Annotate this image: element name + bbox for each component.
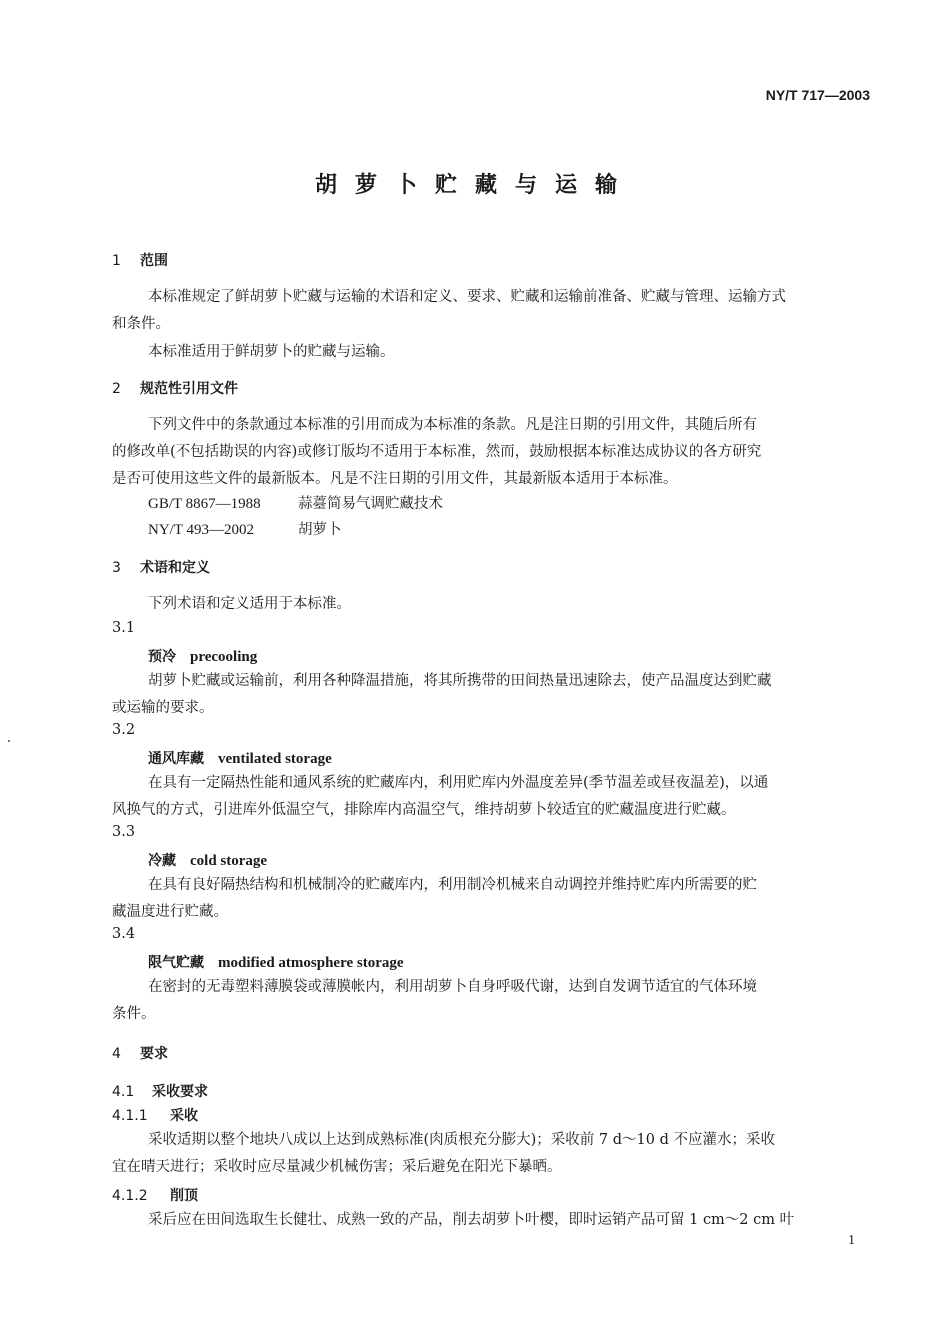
section-title: 术语和定义: [140, 560, 210, 576]
standard-code: NY/T 717—2003: [765, 87, 870, 103]
paragraph-line: 本标准规定了鲜胡萝卜贮藏与运输的术语和定义、要求、贮藏和运输前准备、贮藏与管理、运输方式: [148, 289, 786, 305]
clause-number: 3.4: [112, 926, 136, 942]
section-number: 4: [112, 1046, 121, 1062]
paragraph-line: 条件。: [112, 1006, 156, 1022]
document-title: 胡萝卜贮藏与运输: [314, 173, 635, 198]
page-number: 1: [848, 1233, 855, 1248]
paragraph-line: 或运输的要求。: [112, 700, 214, 716]
paragraph-line: 是否可使用这些文件的最新版本。凡是不注日期的引用文件，其最新版本适用于本标准。: [112, 471, 678, 487]
section-title: 规范性引用文件: [140, 381, 238, 397]
paragraph-line: 藏温度进行贮藏。: [112, 904, 228, 920]
paragraph-line: 下列文件中的条款通过本标准的引用而成为本标准的条款。凡是注日期的引用文件，其随后所有: [148, 417, 757, 433]
clause-number: 3.1: [112, 620, 136, 636]
subsection-heading: [112, 1185, 198, 1205]
paragraph-line: 胡萝卜贮藏或运输前，利用各种降温措施，将其所携带的田间热量迅速除去，使产品温度达到贮藏: [148, 673, 772, 689]
section-4-heading: [112, 1043, 168, 1063]
section-title: 范围: [140, 253, 168, 269]
term-zh: 限气贮藏: [148, 955, 204, 971]
term-heading: [148, 952, 404, 972]
term-zh: 预冷: [148, 649, 176, 665]
term-en: cold storage: [190, 853, 268, 869]
reference-item: [148, 516, 342, 544]
paragraph-line: 采收适期以整个地块八成以上达到成熟标准(肉质根充分膨大)；采收前 7 d～10 d 不应灌水；采收: [148, 1132, 775, 1148]
subsection-number: 4.1.2: [112, 1188, 148, 1204]
reference-title: 胡萝卜: [298, 522, 342, 538]
term-heading: [148, 850, 267, 870]
paragraph-line: 风换气的方式，引进库外低温空气，排除库内高温空气，维持胡萝卜较适宜的贮藏温度进行贮藏。: [112, 802, 736, 818]
term-zh: 冷藏: [148, 853, 176, 869]
reference-code: GB/T 8867—1988: [148, 496, 261, 512]
paragraph-line: 宜在晴天进行；采收时应尽量减少机械伤害；采后避免在阳光下暴晒。: [112, 1159, 562, 1175]
subsection-number: 4.1: [112, 1084, 135, 1100]
subsection-heading: [112, 1105, 198, 1125]
paragraph-line: 下列术语和定义适用于本标准。: [148, 596, 351, 612]
clause-number: 3.3: [112, 824, 136, 840]
section-2-heading: [112, 378, 238, 398]
subsection-title: 采收: [170, 1108, 198, 1124]
reference-item: [148, 490, 443, 518]
subsection-title: 采收要求: [152, 1084, 208, 1100]
paragraph-line: 在具有一定隔热性能和通风系统的贮藏库内，利用贮库内外温度差异(季节温差或昼夜温差)，以通: [148, 775, 769, 791]
subsection-title: 削顶: [170, 1188, 198, 1204]
subsection-number: 4.1.1: [112, 1108, 148, 1124]
section-number: 1: [112, 253, 121, 269]
section-title: 要求: [140, 1046, 168, 1062]
paragraph-line: 在具有良好隔热结构和机械制冷的贮藏库内，利用制冷机械来自动调控并维持贮库内所需要的贮: [148, 877, 757, 893]
paragraph-line: 本标准适用于鲜胡萝卜的贮藏与运输。: [148, 344, 395, 360]
paragraph-line: 和条件。: [112, 316, 170, 332]
reference-title: 蒜薹简易气调贮藏技术: [298, 496, 443, 512]
subsection-heading: [112, 1081, 208, 1101]
reference-code: NY/T 493—2002: [148, 522, 254, 538]
term-en: modified atmosphere storage: [218, 955, 404, 971]
scan-speck: [8, 740, 10, 742]
section-1-heading: [112, 250, 168, 270]
term-en: ventilated storage: [218, 751, 332, 767]
paragraph-line: 在密封的无毒塑料薄膜袋或薄膜帐内，利用胡萝卜自身呼吸代谢，达到自发调节适宜的气体环境: [148, 979, 757, 995]
paragraph-line: 的修改单(不包括勘误的内容)或修订版均不适用于本标准，然而，鼓励根据本标准达成协议的各方研究: [112, 444, 762, 460]
term-zh: 通风库藏: [148, 751, 204, 767]
term-heading: [148, 748, 332, 768]
section-3-heading: [112, 557, 210, 577]
section-number: 3: [112, 560, 121, 576]
section-number: 2: [112, 381, 121, 397]
clause-number: 3.2: [112, 722, 136, 738]
term-heading: [148, 646, 257, 666]
paragraph-line: 采后应在田间选取生长健壮、成熟一致的产品，削去胡萝卜叶樱，即时运销产品可留 1 cm～2 cm 叶: [148, 1212, 795, 1228]
term-en: precooling: [190, 649, 258, 665]
